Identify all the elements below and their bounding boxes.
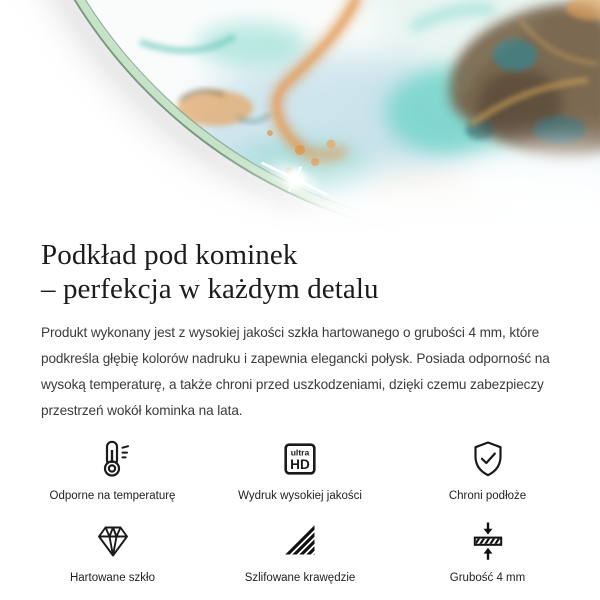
page-title-line2: – perfekcja w każdym detalu [41,273,379,305]
svg-text:HD: HD [290,456,310,472]
diamond-icon [93,521,133,561]
feature-label: Wydruk wysokiej jakości [238,490,362,502]
polished-edge-icon [280,521,320,561]
feature-label: Chroni podłoże [448,490,527,502]
thermometer-icon [93,439,133,479]
product-copy [0,236,600,586]
feature-label: Grubość 4 mm [449,572,526,584]
feature-label: Szlifowane krawędzie [244,572,356,584]
svg-text:ultra: ultra [290,447,310,458]
feature-label: Odporne na temperaturę [49,490,176,502]
shield-check-icon [468,439,508,479]
feature-temperature [30,439,195,504]
page-title [41,238,559,306]
feature-tempered-glass [30,521,195,586]
feature-protects-floor [405,439,570,504]
ultra-hd-icon [280,439,320,479]
thickness-arrows-icon [468,521,508,561]
feature-label: Hartowane szkło [69,572,155,584]
page-title-line1: Podkład pod kominek [41,239,298,271]
feature-polished-edges [218,521,383,586]
hero-product-image [0,0,600,236]
feature-print-quality [218,439,383,504]
glass-plate-image [0,0,600,236]
feature-grid [30,439,570,586]
feature-thickness [405,521,570,586]
fade-bottom [0,148,600,236]
product-description-text: Produkt wykonany jest z wysokiej jakości szkła hartowanego o grubości 4 mm, które podkreśla głębię kolorów nadruku i zapewnia elegancki połysk. Posiada odporność na wysoką temperaturę, a także chroni przed uszkodzeniami, dzięki czemu zabezpieczy przestrzeń wokół kominka na lata. [41,325,550,418]
